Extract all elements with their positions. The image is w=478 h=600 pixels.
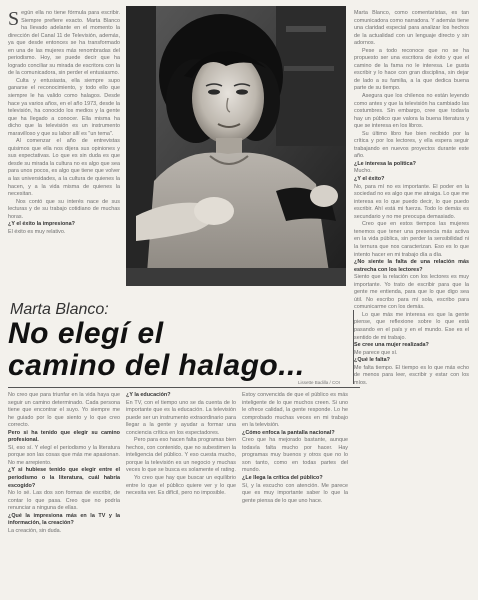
intro-answer: El éxito es muy relativo. [8, 228, 66, 235]
intro-paragraph-3: Al comenzar el año de entrevistas quisimos que ella nos dijera sus opiniones y sus expectativas. Lo que es sin duda es que desde su mirada la cultura no es algo que sea para unos pocos, es algo que tiene que volver a las universidades, a la cultura de quienes la hacen, y a la vida misma de quienes la necesitan. [8, 138, 120, 198]
bottom-column-2 [126, 392, 236, 592]
bottom3-question-2: ¿Le llega la crítica del público? [242, 475, 323, 482]
bottom-column-3 [242, 392, 348, 592]
right-answer-1: Mucho. [354, 168, 372, 175]
bottom3-answer-2: Sí, y la escucho con atención. Me parece que es muy importante saber lo que la gente piensa de lo que uno hace. [242, 482, 348, 504]
photo-credit: Lissette Badilla / COI [298, 380, 341, 385]
right-answer-5: Me falta tiempo. El tiempo es lo que más echo de menos para leer, escribir y estar con los míos. [354, 364, 469, 386]
intro-column [8, 10, 120, 292]
right-paragraph-4: Su último libro fue bien recibido por la crítica y por los lectores, y ella espera seguir trabajando en nuevos proyectos durante este año. [354, 130, 469, 160]
headline-rule [8, 387, 360, 388]
intro-paragraph-1: Según ella no tiene fórmula para escribir. Siempre prefiere exacto. Marta Blanco ha llevado adelante en el momento la dirección del Canal 11 de Televisión, además, ya que desde entonces se ha transformado en una de las mujeres más renombradas del periodismo. Hoy, se puede decir que ha logrado conciliar su mirada de escritora con la de la comunicadora, sin perder el entusiasmo. [8, 10, 120, 77]
bottom-column-1 [8, 392, 120, 592]
author-byline: Marta Blanco: [10, 301, 109, 318]
portrait-photo [126, 6, 346, 286]
right-paragraph-8: Lo que más me interesa es que la gente piense, que reflexione sobre lo que está pasando en el país y en el mundo. Ese es el sentido de mi trabajo. [354, 311, 469, 341]
bottom3-answer-1: Creo que ha mejorado bastante, aunque todavía falta mucho por hacer. Hay programas muy buenos y otros que no lo son tanto, como en todas partes del mundo. [242, 437, 348, 474]
headline-line-2: camino del halago... [8, 349, 305, 382]
bottom2-question-1: ¿Y la educación? [126, 392, 171, 398]
bottom1-paragraph-1: No creo que para triunfar en la vida haya que seguir un camino determinado. Cada persona tiene que encontrar el suyo. Yo siempre me he guiado por lo que siento y lo que creo correcto. [8, 392, 120, 429]
right-paragraph-1: Marta Blanco, como comentaristas, es tan comunicadora como narradora. Y además tiene una claridad especial para analizar los hechos de la actualidad con un lenguaje directo y sin adornos. [354, 10, 469, 47]
portrait-illustration [126, 6, 346, 286]
right-paragraph-5: No, para mí no es importante. El poder en la sociedad no es algo que me atraiga. Lo que me interesa es lo que puedo decir, lo que puedo escribir. Ahí está mi fuerza. Todo lo demás es secundario y no me preocupa demasiado. [354, 183, 469, 220]
right-paragraph-6: Creo que en estos tiempos las mujeres tenemos que tener una presencia más activa en la vida pública, sin perder la sensibilidad ni la ternura que nos caracterizan. Eso es lo que intento hacer en mi trabajo día a día. [354, 221, 469, 258]
bottom1-question-1: Pero si ha tenido que elegir su camino profesional. [8, 429, 120, 444]
right-paragraph-2: Pese a todo reconoce que no se ha propuesto ser una escritora de éxito y que el camino de la fama no le interesa. Le gusta escribir y lo hace con gran disciplina, sin dejar de lado a su familia, a la que dedica buena parte de su tiempo. [354, 47, 469, 92]
bottom3-paragraph-1: Estoy convencida de que el público es más inteligente de lo que muchos creen. Si uno le ofrece calidad, la gente responde. Lo he comprobado muchas veces en mi trabajo en la televisión. [242, 392, 348, 429]
intro-paragraph-4: Nos contó que su interés nace de sus lecturas y de su trabajo cotidiano de muchas horas. [8, 198, 120, 220]
right-question-5: ¿Qué le falta? [354, 357, 390, 364]
bottom1-answer-2: No lo sé. Las dos son formas de escribir, de contar lo que pasa. Creo que no podría renunciar a ninguna de ellas. [8, 490, 120, 512]
right-question-4: Se cree una mujer realizada? [354, 342, 429, 349]
bottom1-question-3: ¿Qué la impresiona más en la TV y la información, la creación? [8, 512, 120, 527]
right-column [354, 10, 469, 590]
bottom1-question-2: ¿Y si hubiese tenido que elegir entre el periodismo o la literatura, cuál habría escogido? [8, 467, 120, 489]
headline-vertical-rule [353, 310, 354, 384]
bottom2-paragraph-2: Pero para eso hacen falta programas bien hechos, con contenido, que no subestimen la inteligencia del público. Y eso cuesta mucho, porque la televisión es un negocio y muchas veces lo que se busca es solamente el rating. [126, 437, 236, 474]
intro-question: ¿Y el éxito la impresiona? [8, 221, 75, 228]
bottom1-answer-1: Sí, eso sí. Y elegí el periodismo y la literatura porque son las cosas que más me apasionan. No me arrepiento. [8, 444, 120, 466]
right-answer-4: Me parece que sí. [354, 349, 398, 356]
bottom1-answer-3: La creación, sin duda. [8, 527, 62, 534]
bottom3-question-1: ¿Cómo enfoca la pantalla nacional? [242, 429, 335, 436]
headline [8, 318, 368, 382]
bottom2-paragraph-3: Yo creo que hay que buscar un equilibrio entre lo que el público quiere ver y lo que necesita ver. Es difícil, pero no imposible. [126, 475, 236, 497]
right-paragraph-7: Siento que la relación con los lectores es muy importante. Yo trato de escribir para que la gente me entienda, para que lo que digo sea útil. No escribo para mí sola, escribo para comunicarme con los demás. [354, 274, 469, 311]
right-question-3: ¿No siente la falta de una relación más estrecha con los lectores? [354, 259, 469, 273]
right-question-2: ¿Y el éxito? [354, 176, 385, 183]
headline-line-1: No elegí el [8, 317, 164, 350]
right-paragraph-3: Asegura que los chilenos no están leyendo como antes y que la televisión ha cambiado las costumbres. Sin embargo, cree que todavía hay un público que valora la buena literatura y que se interesa en los libros. [354, 93, 469, 130]
bottom2-paragraph-1: En TV, con el tiempo uno se da cuenta de lo importante que es la educación. La televisión puede ser un instrumento extraordinario para llegar a la gente y ayudar a formar una conciencia crítica en los espectadores. [126, 399, 236, 436]
drop-cap: S [8, 10, 20, 30]
right-question-1: ¿Le interesa la política? [354, 160, 416, 167]
intro-paragraph-2: Culta y entusiasta, ella siempre supo ganarse el reconocimiento, y todo ello que siempre le ha valido como halagos. Desde hace ya varios años, en el año 1973, desde la televisión, ha conocido los medios y la gente que ha llegado a conocer. Ella misma ha dicho que la televisión es un instrumento maravilloso y que su labor allí es "un tema". [8, 77, 120, 137]
